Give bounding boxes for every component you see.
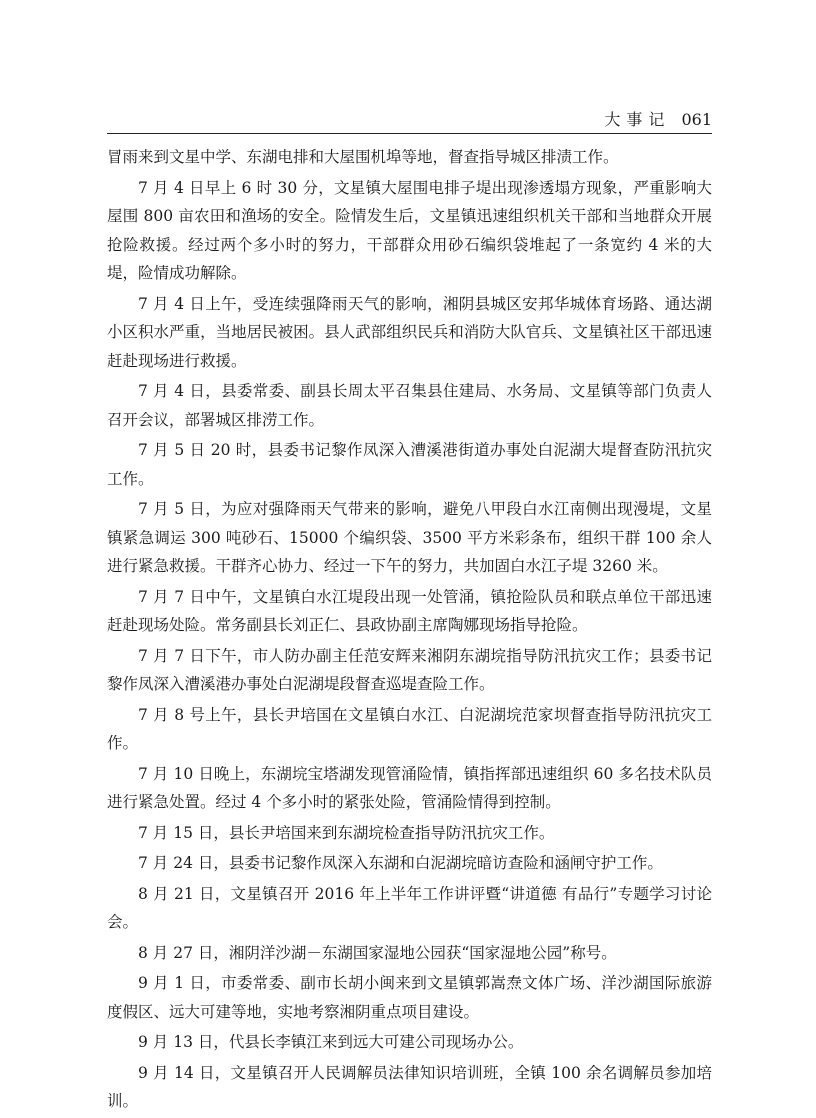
section-title: 大事记 xyxy=(604,110,671,129)
paragraph: 7 月 7 日中午，文星镇白水江堤段出现一处管涌，镇抢险队员和联点单位干部迅速赶赴现场处险。常务副县长刘正仁、县政协副主席陶娜现场指导抢险。 xyxy=(107,587,712,634)
paragraph: 7 月 4 日上午，受连续强降雨天气的影响，湘阴县城区安邦华城体育场路、通达湖小区积水严重，当地居民被困。县人武部组织民兵和消防大队官兵、文星镇社区干部迅速赶赴现场进行救援。 xyxy=(107,294,712,370)
header-rule xyxy=(107,133,712,134)
paragraph: 7 月 24 日，县委书记黎作凤深入东湖和白泥湖垸暗访查险和涵闸守护工作。 xyxy=(138,854,663,872)
chronicle-body xyxy=(107,143,712,1118)
paragraph: 9 月 13 日，代县长李镇江来到远大可建公司现场办公。 xyxy=(138,1033,524,1051)
paragraph: 7 月 4 日早上 6 时 30 分，文星镇大屋围电排子堤出现渗透塌方现象，严重影响大屋围 800 亩农田和渔场的安全。险情发生后，文星镇迅速组织机关干部和当地群众开展抢险救援。经过两个多小时的努力，干部群众用砂石编织袋堆起了一条宽约 4 米的大堤，险情成功解除。 xyxy=(107,178,712,282)
paragraph: 8 月 21 日，文星镇召开 2016 年上半年工作讲评暨“讲道德 有品行”专题学习讨论会。 xyxy=(107,884,712,931)
paragraph: 7 月 8 号上午，县长尹培国在文星镇白水江、白泥湖垸范家坝督查指导防汛抗灾工作。 xyxy=(107,705,712,752)
running-header xyxy=(107,108,712,132)
paragraph: 7 月 7 日下午，市人防办副主任范安辉来湘阴东湖垸指导防汛抗灾工作；县委书记黎作凤深入漕溪港办事处白泥湖堤段督查巡堤查险工作。 xyxy=(107,646,712,693)
paragraph: 8 月 27 日，湘阴洋沙湖－东湖国家湿地公园获“国家湿地公园”称号。 xyxy=(138,943,617,962)
paragraph: 7 月 4 日，县委常委、副县长周太平召集县住建局、水务局、文星镇等部门负责人召开会议，部署城区排涝工作。 xyxy=(107,382,712,429)
page-number: 061 xyxy=(681,110,712,129)
paragraph: 7 月 5 日 20 时，县委书记黎作凤深入漕溪港街道办事处白泥湖大堤督查防汛抗灾工作。 xyxy=(107,441,712,488)
paragraph-continued: 冒雨来到文星中学、东湖电排和大屋围机埠等地，督查指导城区排渍工作。 xyxy=(107,148,619,166)
paragraph: 7 月 5 日，为应对强降雨天气带来的影响，避免八甲段白水江南侧出现漫堤，文星镇紧急调运 300 吨砂石、15000 个编织袋、3500 平方米彩条布，组织干群 100 余人进行紧急救援。干群齐心协力、经过一下午的努力，共加固白水江子堤 3260 米。 xyxy=(107,500,712,575)
paragraph: 7 月 15 日，县长尹培国来到东湖垸检查指导防汛抗灾工作。 xyxy=(138,823,555,842)
paragraph: 9 月 14 日，文星镇召开人民调解员法律知识培训班，全镇 100 余名调解员参加培训。 xyxy=(107,1063,712,1110)
paragraph: 7 月 10 日晚上，东湖垸宝塔湖发现管涌险情，镇指挥部迅速组织 60 多名技术队员进行紧急处置。经过 4 个多小时的紧张处险，管涌险情得到控制。 xyxy=(107,764,712,811)
paragraph: 9 月 1 日，市委常委、副市长胡小闽来到文星镇郭嵩焘文体广场、洋沙湖国际旅游度假区、远大可建等地，实地考察湘阴重点项目建设。 xyxy=(107,974,712,1021)
